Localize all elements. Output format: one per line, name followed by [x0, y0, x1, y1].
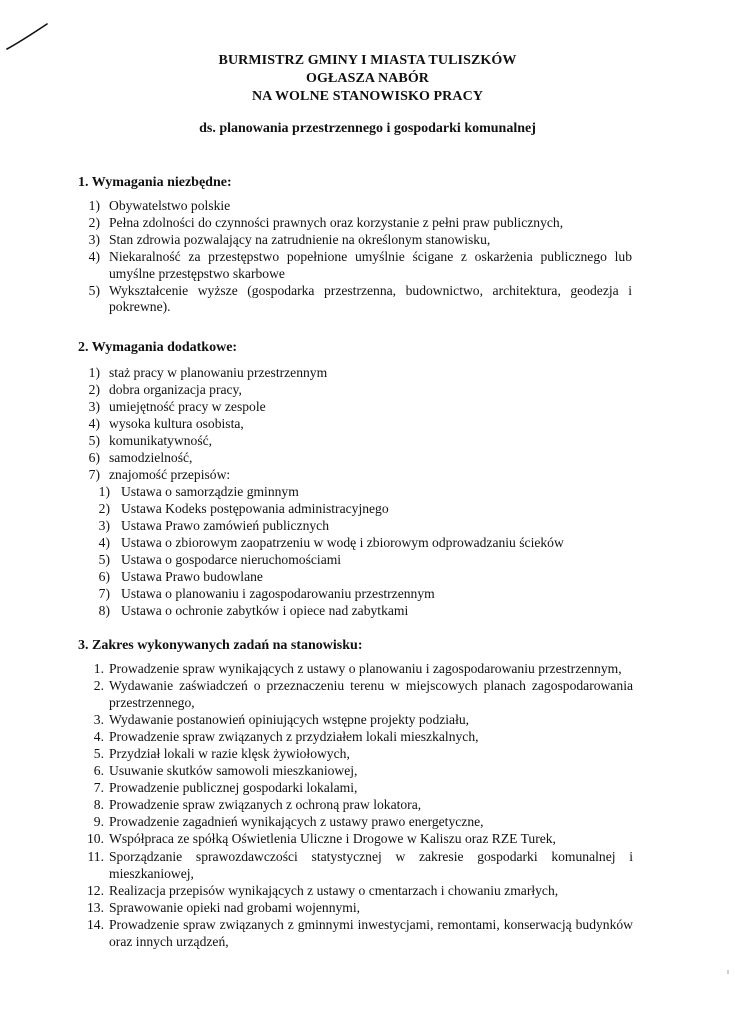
item-text: Sprawowanie opieki nad grobami wojennymi, [109, 899, 361, 915]
item-number: 2) [98, 500, 110, 516]
list-item [80, 433, 632, 450]
list-item [80, 382, 632, 399]
handwritten-stroke-mark [6, 22, 48, 52]
list-item [74, 796, 633, 813]
header-line-1: BURMISTRZ GMINY I MIASTA TULISZKÓW [218, 53, 517, 68]
item-text: Realizacja przepisów wynikających z ustawy o cmentarzach i chowaniu zmarłych, [109, 882, 559, 898]
item-text: Ustawa o planowaniu i zagospodarowaniu przestrzennym [121, 585, 435, 601]
list-item [80, 232, 632, 249]
item-text: Ustawa o ochronie zabytków i opiece nad zabytkami [121, 602, 409, 618]
item-number: 8. [93, 797, 104, 813]
item-text: Ustawa o zbiorowym zaopatrzeniu w wodę i zbiorowym odprowadzaniu ścieków [121, 534, 564, 550]
item-text: Ustawa Prawo zamówień publicznych [121, 517, 329, 533]
item-text: Wydawanie zaświadczeń o przeznaczeniu terenu w miejscowych planach zagospodarowania przestrzennego, [109, 678, 633, 711]
list-item [74, 813, 633, 830]
list-item [74, 899, 633, 916]
item-text: Ustawa o gospodarce nieruchomościami [121, 551, 342, 567]
section-3-heading: 3. Zakres wykonywanych zadań na stanowisku: [78, 638, 363, 653]
list-item [74, 728, 633, 745]
position-subtitle: ds. planowania przestrzennego i gospodarki komunalnej [199, 121, 536, 136]
item-text: Stan zdrowia pozwalający na zatrudnienie na określonym stanowisku, [109, 231, 491, 247]
list-item [74, 779, 633, 796]
item-text: Prowadzenie spraw związanych z gminnymi inwestycjami, remontami, konserwacją budynków oraz innych urządzeń, [109, 916, 633, 949]
item-number: 10. [87, 831, 104, 847]
item-number: 9. [93, 814, 104, 830]
list-item [74, 711, 633, 728]
section-2-list [80, 365, 632, 484]
item-text: Pełna zdolności do czynności prawnych oraz korzystanie z pełni praw publicznych, [109, 214, 564, 230]
item-text: umiejętność pracy w zespole [109, 398, 266, 414]
item-number: 5) [88, 282, 100, 298]
list-item [88, 518, 632, 535]
list-item [80, 416, 632, 433]
item-text: dobra organizacja pracy, [109, 381, 242, 397]
list-item [80, 399, 632, 416]
item-number: 4) [98, 534, 110, 550]
list-item [80, 467, 632, 484]
item-text: Ustawa o samorządzie gminnym [121, 484, 299, 499]
list-item [74, 677, 633, 711]
list-item [88, 501, 632, 518]
section-3-list [74, 660, 633, 950]
item-number: 14. [87, 916, 104, 932]
item-number: 4) [88, 415, 100, 431]
list-item [74, 830, 633, 847]
list-item [88, 586, 632, 603]
item-text: znajomość przepisów: [109, 466, 231, 482]
item-number: 7) [98, 585, 110, 601]
section-1-list [80, 198, 632, 316]
item-number: 4. [93, 729, 104, 745]
item-number: 1) [98, 484, 110, 499]
item-number: 3. [93, 712, 104, 728]
item-text: Sporządzanie sprawozdawczości statystycznej w zakresie gospodarki komunalnej i mieszkaniowej, [109, 848, 633, 881]
item-number: 2. [93, 678, 104, 694]
item-number: 6) [88, 449, 100, 465]
item-text: Wydawanie postanowień opiniujących wstępne projekty podziału, [109, 712, 470, 728]
item-text: komunikatywność, [109, 432, 213, 448]
item-number: 5) [88, 432, 100, 448]
item-number: 3) [88, 398, 100, 414]
item-text: Ustawa Kodeks postępowania administracyjnego [121, 500, 389, 516]
item-text: samodzielność, [109, 449, 193, 465]
list-item [74, 762, 633, 779]
list-item [88, 552, 632, 569]
list-item [74, 848, 633, 882]
item-number: 6) [98, 568, 110, 584]
item-number: 7. [93, 780, 104, 796]
item-number: 12. [87, 882, 104, 898]
item-number: 11. [87, 848, 104, 864]
item-number: 5) [98, 551, 110, 567]
section-2-sublist [88, 484, 632, 620]
item-text: wysoka kultura osobista, [109, 415, 244, 431]
list-item [80, 450, 632, 467]
item-number: 1) [88, 365, 100, 380]
item-text: Usuwanie skutków samowoli mieszkaniowej, [109, 763, 358, 779]
list-item [80, 198, 632, 215]
list-item [74, 916, 633, 950]
list-item [74, 745, 633, 762]
item-number: 2) [88, 214, 100, 230]
header-line-3: NA WOLNE STANOWISKO PRACY [251, 89, 484, 104]
item-number: 1. [93, 661, 104, 676]
item-number: 8) [98, 602, 110, 618]
item-text: staż pracy w planowaniu przestrzennym [109, 365, 328, 380]
list-item [80, 365, 632, 382]
item-text: Prowadzenie spraw związanych z ochroną praw lokatora, [109, 797, 422, 813]
item-text: Prowadzenie publicznej gospodarki lokalami, [109, 780, 358, 796]
list-item [88, 569, 632, 586]
item-number: 1) [88, 198, 100, 213]
item-text: Niekaralność za przestępstwo popełnione umyślnie ścigane z oskarżenia publicznego lub umyślne przestępstwo skarbowe [109, 248, 632, 281]
item-text: Prowadzenie spraw związanych z przydziałem lokali mieszkalnych, [109, 729, 479, 745]
item-text: Prowadzenie spraw wynikających z ustawy o planowaniu i zagospodarowaniu przestrzennym, [109, 661, 622, 676]
item-number: 4) [88, 248, 100, 264]
item-number: 6. [93, 763, 104, 779]
list-item [88, 484, 632, 501]
item-number: 2) [88, 381, 100, 397]
item-number: 7) [88, 466, 100, 482]
item-number: 3) [98, 517, 110, 533]
list-item [74, 660, 633, 677]
list-item [88, 535, 632, 552]
item-number: 5. [93, 746, 104, 762]
item-text: Przydział lokali w razie klęsk żywiołowych, [109, 746, 350, 762]
item-text: Współpraca ze spółką Oświetlenia Uliczne i Drogowe w Kaliszu oraz RZE Turek, [109, 831, 556, 847]
item-text: Prowadzenie zagadnień wynikających z ustawy prawo energetyczne, [109, 814, 484, 830]
list-item [88, 603, 632, 620]
list-item [80, 283, 632, 317]
scan-speck [727, 970, 729, 974]
list-item [74, 882, 633, 899]
list-item [80, 249, 632, 283]
list-item [80, 215, 632, 232]
item-text: Obywatelstwo polskie [109, 198, 231, 213]
header-line-2: OGŁASZA NABÓR [305, 71, 430, 86]
item-number: 13. [87, 899, 104, 915]
item-text: Wykształcenie wyższe (gospodarka przestrzenna, budownictwo, architektura, geodezja i pokrewne). [109, 282, 632, 315]
section-1-heading: 1. Wymagania niezbędne: [78, 175, 232, 190]
section-2-heading: 2. Wymagania dodatkowe: [78, 340, 238, 355]
item-number: 3) [88, 231, 100, 247]
item-text: Ustawa Prawo budowlane [121, 568, 263, 584]
